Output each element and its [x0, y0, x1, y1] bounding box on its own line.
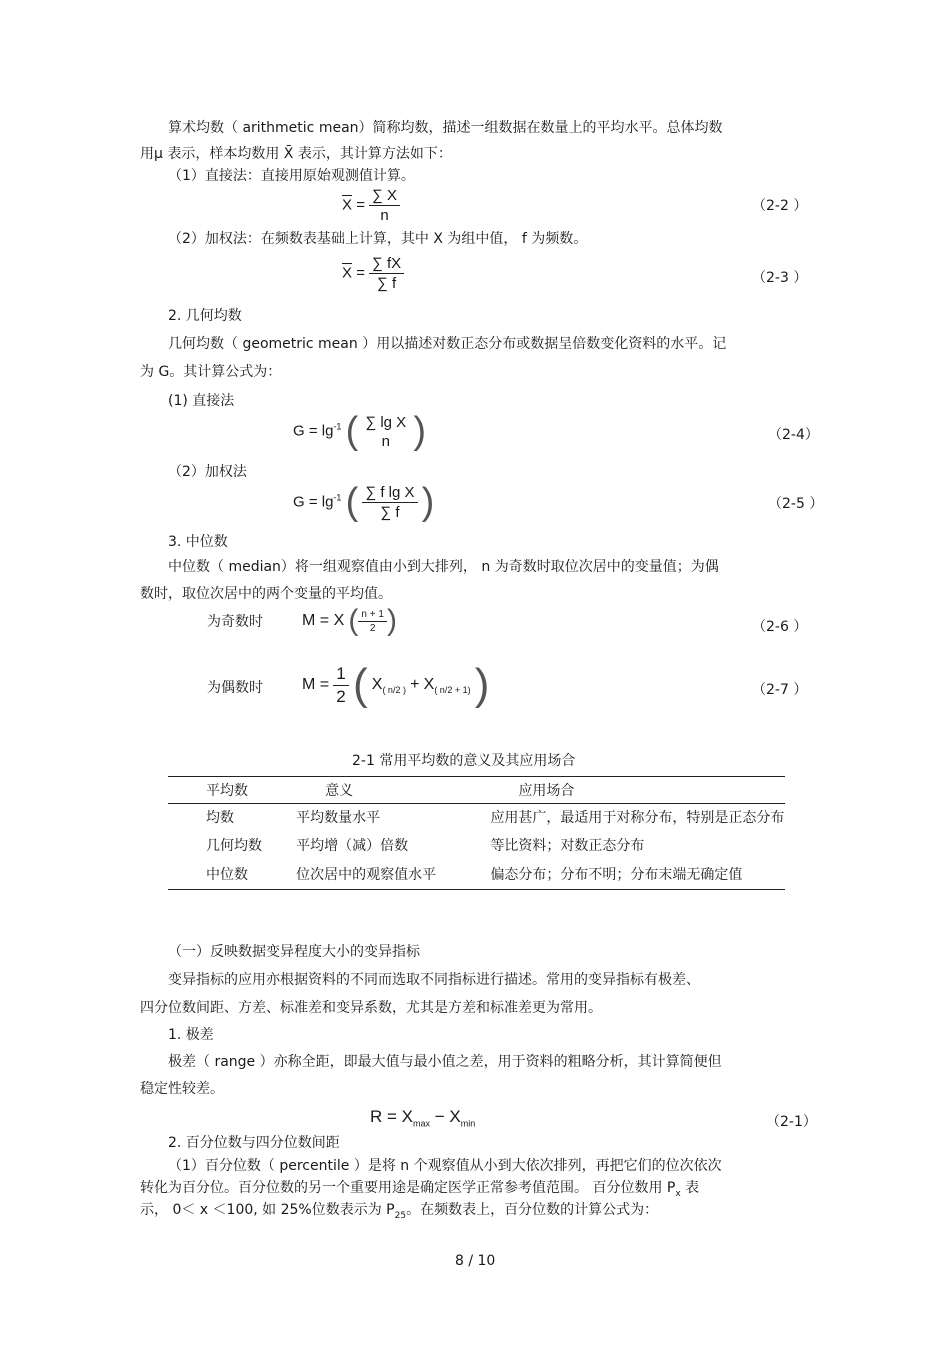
equation-plus: + [410, 675, 420, 693]
equation-label-2-4: （2-4） [768, 427, 819, 443]
equation-sub-max: max [413, 1118, 431, 1129]
paragraph-range-line1: 极差（ range ）亦称全距，即最大值与最小值之差，用于资料的粗略分析，其计算简便但 [168, 1054, 722, 1070]
equation-lhs: M = X [302, 611, 345, 629]
equation-term1-subscript: ( n/2 ) [382, 684, 406, 695]
label-odd: 为奇数时 [207, 614, 263, 630]
table-header: 平均数 [168, 777, 296, 804]
equation-sub-min: min [460, 1118, 476, 1129]
equation-denominator: n [380, 207, 389, 224]
equation-denominator: 2 [336, 686, 346, 706]
equation-label-2-3: （2-3 ） [752, 270, 808, 286]
equation-term2: X [423, 675, 435, 693]
section-heading-variation: （一）反映数据变异程度大小的变异指标 [168, 944, 420, 960]
paragraph-variation-line2: 四分位数间距、方差、标准差和变异系数，尤其是方差和标准差更为常用。 [140, 1000, 602, 1016]
equation-term2-subscript: ( n/2 + 1) [434, 684, 471, 695]
equation-2-1 [370, 1107, 475, 1128]
table-header: 应用场合 [490, 777, 785, 804]
equation-exponent: -1 [333, 421, 342, 432]
equation-term1: X [371, 675, 383, 693]
equation-2-7: M = $\frac{1}{2}$ ( $X_{( n/2 )} + X_{( n/2 + 1)}$ ) [302, 660, 490, 709]
paragraph-percentile-line2: 转化为百分位。百分位数的另一个重要用途是确定医学正常参考值范围。 百分位数用 $P_x$ 表 [140, 1180, 700, 1199]
paragraph-geometric-mean-line1: 几何均数（ geometric mean ）用以描述对数正态分布或数据呈倍数变化资料的水平。记 [168, 336, 727, 352]
equation-lhs: $\overline{X}$ [342, 264, 353, 282]
geometric-direct-heading: (1) 直接法 [168, 393, 235, 409]
equation-subscript-denominator: 2 [369, 622, 376, 634]
paragraph-median-line1: 中位数（ median）将一组观察值由小到大排列， n 为奇数时取位次居中的变量值；为偶 [168, 559, 719, 575]
equation-denominator: ∑ f [380, 504, 400, 521]
table-header-row [168, 777, 785, 804]
paragraph-median-line2: 数时，取位次居中的两个变量的平均值。 [140, 586, 392, 602]
table-cell: 均数 [206, 810, 234, 826]
method-weighted-heading: （2）加权法：在频数表基础上计算，其中 X 为组中值， f 为频数。 [168, 231, 588, 247]
table-cell: 等比资料；对数正态分布 [490, 838, 645, 855]
equation-part1: R = X [370, 1107, 413, 1126]
paragraph-geometric-mean-line2: 为 G。其计算公式为： [140, 364, 282, 380]
equation-numerator: ∑ lg X [365, 413, 407, 431]
heading-range: 1. 极差 [168, 1027, 214, 1043]
equation-2-4: $G = \lg^{-1}$ ( ∑ lg X n ) [293, 410, 426, 452]
table-cell: 平均数量水平 [296, 810, 381, 826]
table-row [168, 861, 785, 890]
table-row [168, 804, 785, 833]
equation-numerator: 1 [333, 664, 348, 686]
heading-percentile: 2. 百分位数与四分位数间距 [168, 1135, 340, 1151]
equation-lhs: M = [302, 675, 330, 693]
equation-numerator: ∑ fX [369, 255, 404, 274]
paragraph-percentile-line3: 示， 0＜ x ＜100, 如 25%位数表示为 $P_{25}$。在频数表上，百分位数的计算公式为： [140, 1202, 659, 1221]
page-number: 8 / 10 [455, 1253, 496, 1269]
table-cell: 偏态分布；分布不明；分布末端无确定值 [490, 861, 785, 890]
geometric-weighted-heading: （2）加权法 [168, 464, 247, 480]
equation-numerator: ∑ f lg X [362, 484, 417, 503]
table-row [168, 832, 785, 860]
equation-2-3: $\overline{X}$ = $\frac{\sum fX}{\sum f}$ [342, 255, 404, 292]
label-even: 为偶数时 [207, 680, 263, 696]
equation-numerator: ∑ X [369, 187, 400, 206]
heading-median: 3. 中位数 [168, 534, 228, 550]
table-caption: 2-1 常用平均数的意义及其应用场合 [352, 753, 576, 769]
equation-part2: − X [430, 1107, 461, 1126]
heading-geometric-mean: 2. 几何均数 [168, 308, 242, 324]
table-header: 意义 [296, 777, 490, 804]
paragraph-arithmetic-mean-line2: 用μ 表示，样本均数用 X̄ 表示，其计算方法如下： [140, 146, 452, 162]
table-cell: 应用甚广，最适用于对称分布，特别是正态分布 [490, 810, 785, 826]
averages-table [168, 776, 785, 890]
equation-lhs: G = lg [293, 493, 334, 511]
equation-label-2-1: （2-1） [766, 1114, 817, 1130]
table-cell: 平均增（减）倍数 [296, 838, 409, 855]
equation-denominator: ∑ f [377, 275, 397, 292]
paragraph-range-line2: 稳定性较差。 [140, 1081, 224, 1097]
table-cell: 位次居中的观察值水平 [296, 861, 490, 890]
equation-lhs: $\overline{X}$ [342, 196, 353, 214]
equation-2-5: $G = \lg^{-1}$ ( $\frac{\text{∑ f lg X}}{\sum f}$ ) [293, 481, 435, 523]
paragraph-variation-line1: 变异指标的应用亦根据资料的不同而选取不同指标进行描述。常用的变异指标有极差、 [168, 972, 700, 988]
table-cell: 中位数 [168, 861, 296, 890]
method-direct-heading: （1）直接法：直接用原始观测值计算。 [168, 168, 415, 184]
equation-label-2-7: （2-7 ） [752, 682, 808, 698]
equation-denominator: n [381, 432, 390, 450]
table-cell: 几何均数 [206, 838, 262, 855]
equation-lhs: G = lg [293, 422, 334, 440]
equation-label-2-5: （2-5 ） [768, 496, 824, 512]
equation-2-2: $\overline{X}$ = $\frac{\sum X}{n}$ [342, 187, 400, 224]
equation-label-2-6: （2-6 ） [752, 619, 808, 635]
equation-subscript-numerator: n + 1 [358, 609, 387, 622]
equation-label-2-2: （2-2 ） [752, 198, 808, 214]
equation-2-6: M = X ( $\frac{n + 1}{2}$ ) [302, 604, 397, 637]
paragraph-percentile-line1: （1）百分位数（ percentile ）是将 n 个观察值从小到大依次排列，再把它们的位次依次 [168, 1158, 722, 1174]
equation-exponent: -1 [333, 492, 342, 503]
paragraph-arithmetic-mean-line1: 算术均数（ arithmetic mean）简称均数，描述一组数据在数量上的平均水平。总体均数 [168, 120, 723, 136]
